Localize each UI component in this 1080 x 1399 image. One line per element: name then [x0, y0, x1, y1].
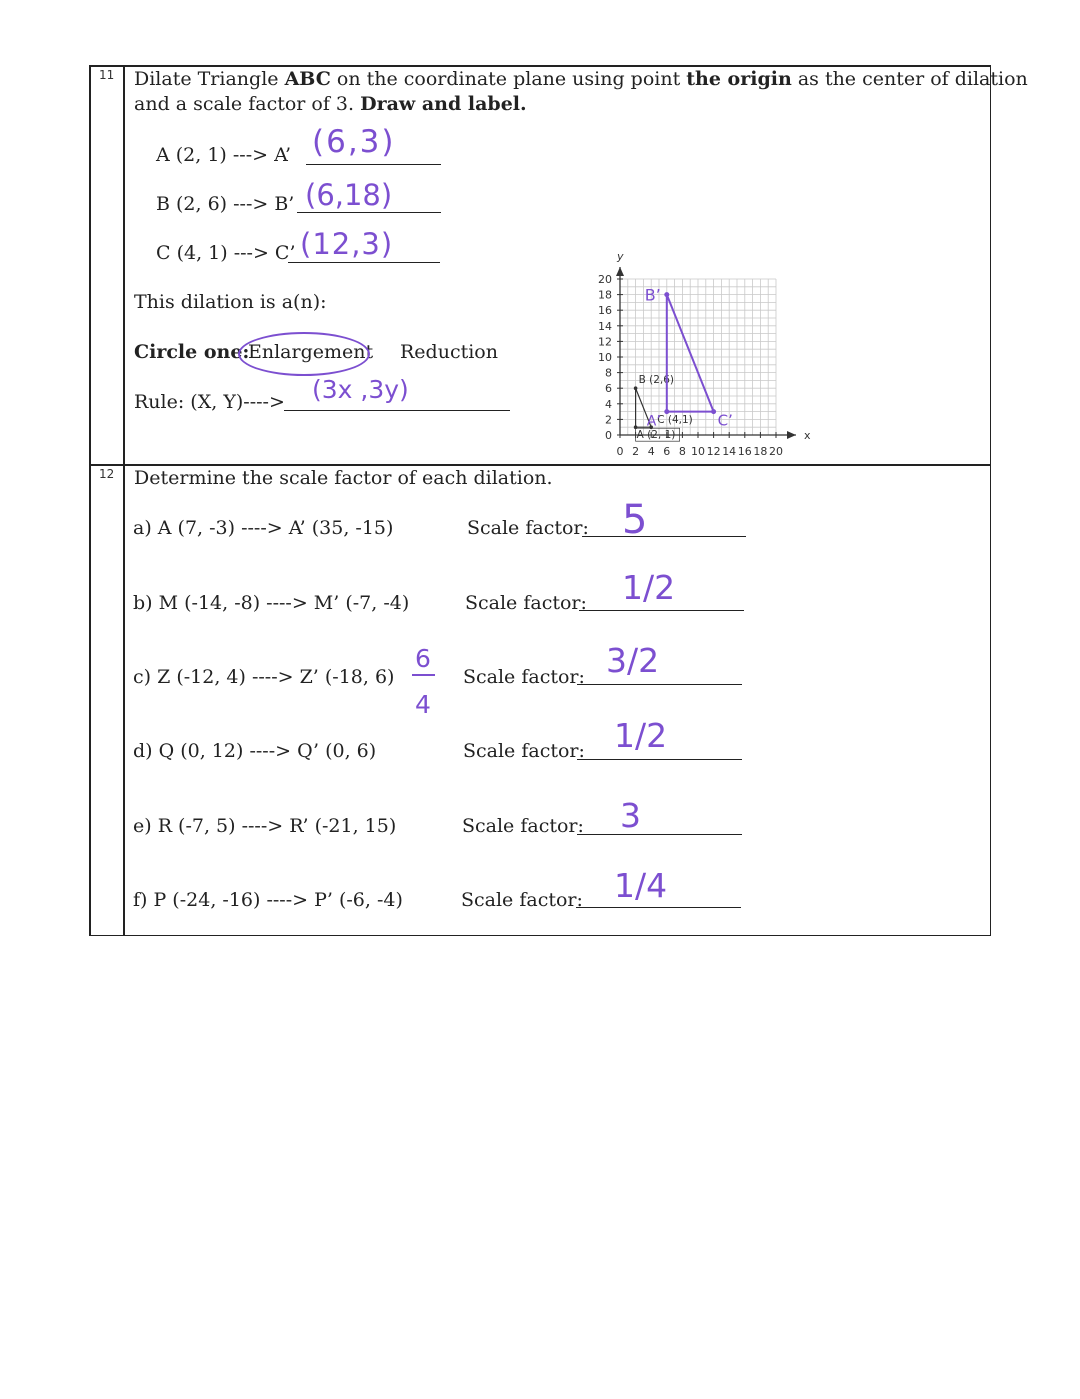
handwritten-label-b-prime: B’ [644, 285, 661, 305]
scale-answer-f: 1/4 [614, 866, 668, 905]
prompt-part: as the center of dilation [791, 68, 1028, 90]
scale-answer-d: 1/2 [614, 716, 668, 755]
point-label-c: C (4,1) [657, 414, 693, 427]
prompt-part: and a scale factor of 3. [134, 93, 361, 115]
side-work-denominator: 4 [415, 690, 431, 719]
x-tick-label: 14 [722, 445, 737, 458]
x-tick-label: 8 [678, 445, 686, 458]
prompt-instruction: Draw and label. [360, 93, 527, 115]
option-reduction: Reduction [400, 341, 498, 363]
x-tick-label: 20 [769, 445, 783, 458]
prompt-part: on the coordinate plane using point [330, 68, 687, 90]
side-work-fraction-bar [412, 674, 435, 676]
enlargement-circle-mark [238, 332, 370, 376]
rule-answer: (3x ,3y) [312, 375, 409, 404]
x-tick-label: 2 [632, 445, 640, 458]
scale-line [576, 907, 741, 908]
scale-line [577, 759, 742, 760]
scale-label-e: Scale factor: [462, 815, 584, 837]
item-label-f: f) P (-24, -16) ----> P’ (-6, -4) [133, 889, 403, 911]
mapping-label-b: B (2, 6) ---> B’ [156, 193, 295, 215]
scale-answer-a: 5 [622, 497, 648, 543]
mapping-answer-line [288, 262, 440, 263]
mapping-label-c: C (4, 1) ---> C’ [156, 242, 296, 264]
mapping-label-a: A (2, 1) ---> A’ [156, 144, 292, 166]
x-tick-label: 10 [691, 445, 705, 458]
y-tick-label: 2 [605, 413, 612, 427]
x-axis-label: x [804, 429, 811, 442]
prompt-part: Dilate Triangle [134, 68, 285, 90]
table-border-left [89, 65, 91, 936]
x-tick-label: 4 [647, 445, 655, 458]
point-label-b: B (2,6) [638, 374, 675, 387]
item-label-c: c) Z (-12, 4) ----> Z’ (-18, 6) [133, 666, 395, 688]
scale-answer-b: 1/2 [622, 568, 676, 607]
table-border-bottom [89, 935, 991, 937]
coordinate-plane [560, 95, 980, 465]
x-tick-label: 6 [663, 445, 671, 458]
item-label-d: d) Q (0, 12) ----> Q’ (0, 6) [133, 740, 377, 762]
table-column-divider [123, 65, 125, 936]
option-enlargement: Enlargement [248, 341, 374, 363]
handwritten-label-a-prime: A’ [646, 413, 661, 430]
point-dilated [711, 409, 716, 414]
y-tick-label: 6 [605, 382, 612, 396]
point-dilated [664, 409, 669, 414]
item-label-e: e) R (-7, 5) ----> R’ (-21, 15) [133, 815, 397, 837]
item-label-a: a) A (7, -3) ----> A’ (35, -15) [133, 517, 394, 539]
scale-answer-c: 3/2 [606, 641, 660, 680]
x-tick-label: 0 [616, 445, 624, 458]
problem-12-prompt: Determine the scale factor of each dilation. [134, 467, 553, 489]
scale-line [582, 536, 746, 537]
x-tick-label: 18 [753, 445, 768, 458]
scale-line [577, 834, 742, 835]
point-label-a: A (2, 1) [636, 429, 676, 442]
y-tick-label: 16 [598, 304, 612, 318]
handwritten-label-c-prime: C’ [717, 411, 733, 430]
data-marks [634, 286, 733, 442]
problem-11-prompt [134, 68, 1028, 90]
y-tick-label: 20 [598, 273, 612, 286]
y-tick-label: 0 [605, 429, 612, 442]
mapping-answer-a: (6,3) [312, 124, 396, 160]
problem-11-prompt-line2 [134, 93, 527, 115]
scale-line [577, 684, 742, 685]
scale-label-d: Scale factor: [463, 740, 585, 762]
y-tick-label: 8 [605, 366, 612, 380]
y-tick-label: 14 [598, 319, 612, 333]
rule-answer-line [284, 410, 510, 411]
point-dilated [664, 292, 669, 297]
y-tick-label: 4 [605, 397, 612, 411]
mapping-answer-line [297, 212, 441, 213]
scale-label-f: Scale factor: [461, 889, 583, 911]
table-border-top [89, 65, 991, 67]
scale-answer-e: 3 [620, 796, 641, 835]
rule-label: Rule: (X, Y)----> [134, 391, 285, 413]
tick-labels [598, 250, 811, 458]
x-tick-label: 16 [737, 445, 752, 458]
circle-one-label: Circle one: [134, 341, 250, 363]
mapping-answer-line [306, 164, 441, 165]
side-work-numerator: 6 [415, 644, 431, 673]
prompt-center: the origin [686, 68, 792, 90]
y-tick-label: 12 [598, 335, 612, 349]
problem-11-number: 11 [99, 68, 115, 82]
scale-label-a: Scale factor: [467, 517, 589, 539]
x-axis-arrow [787, 431, 796, 439]
mapping-answer-b: (6,18) [305, 178, 393, 212]
mapping-answer-c: (12,3) [300, 227, 394, 261]
prompt-triangle-name: ABC [284, 68, 331, 90]
y-tick-label: 10 [598, 351, 612, 364]
table-border-right [990, 65, 992, 936]
item-label-b: b) M (-14, -8) ----> M’ (-7, -4) [133, 592, 410, 614]
y-axis-label: y [617, 250, 624, 263]
scale-label-c: Scale factor: [463, 666, 585, 688]
y-axis-arrow [616, 267, 624, 276]
point-original [634, 386, 638, 390]
scale-label-b: Scale factor: [465, 592, 587, 614]
y-tick-label: 18 [598, 288, 612, 302]
problem-12-number: 12 [99, 467, 115, 481]
scale-line [579, 610, 744, 611]
x-tick-label: 12 [706, 445, 721, 458]
dilation-question: This dilation is a(n): [134, 291, 327, 313]
